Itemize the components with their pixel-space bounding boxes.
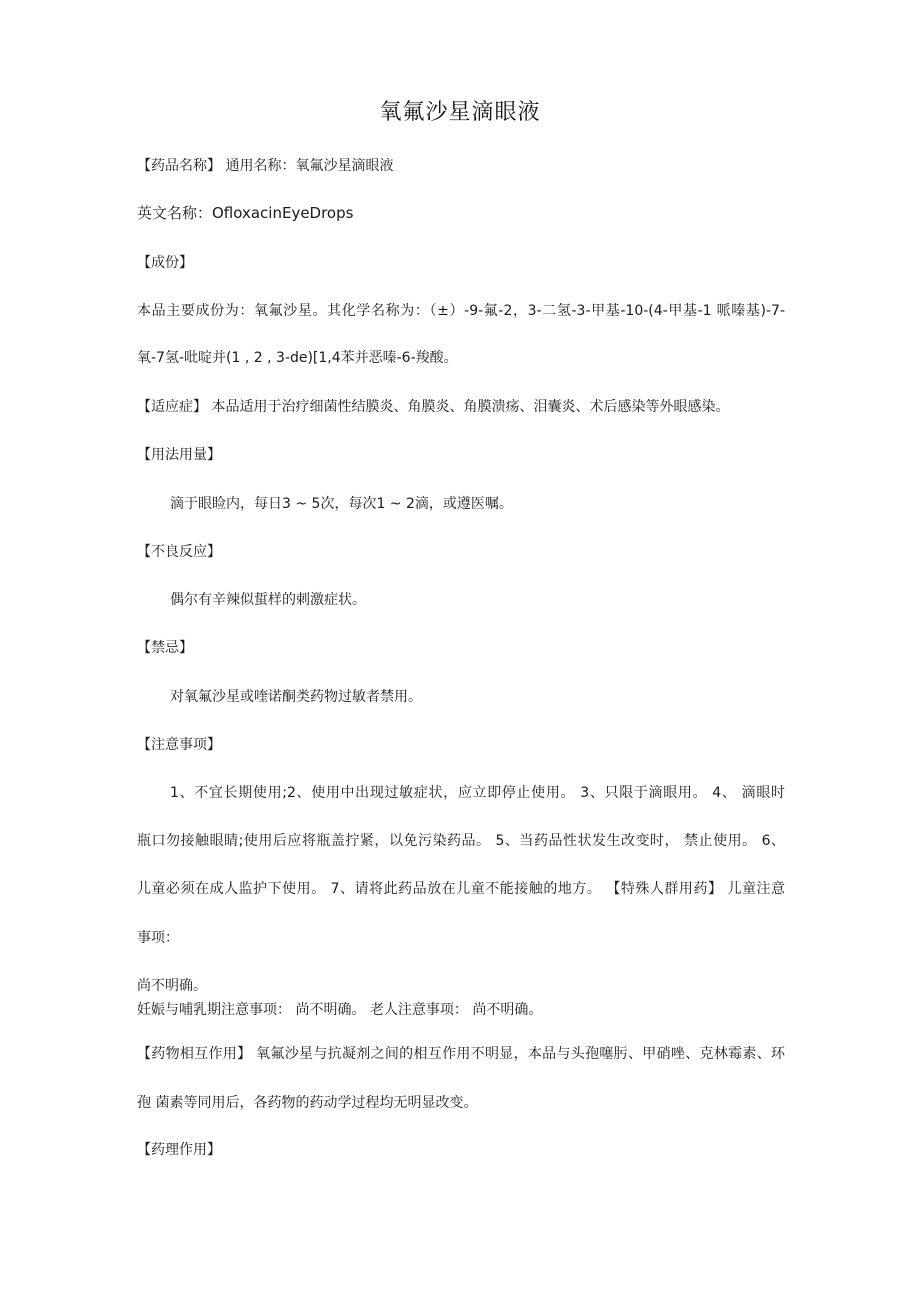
precautions-line-4: 事项： bbox=[137, 930, 179, 946]
interactions-line-1: 【药物相互作用】 氧氟沙星与抗凝剂之间的相互作用不明显，本品与头孢噻肟、甲硝唑、克林霉素、环 bbox=[137, 1046, 785, 1062]
ingredients-line-1: 本品主要成份为：氧氟沙星。其化学名称为：（±）-9-氟-2，3-二氢-3-甲基-10-(4-甲基-1 哌嗪基)-7- bbox=[137, 303, 785, 319]
adverse-reactions-text: 偶尔有辛辣似蜇样的刺激症状。 bbox=[170, 592, 366, 608]
indications-paragraph: 【适应症】 本品适用于治疗细菌性结膜炎、角膜炎、角膜溃疡、泪囊炎、术后感染等外眼感染。 bbox=[137, 399, 730, 415]
interactions-line-2: 孢 菌素等同用后，各药物的药动学过程均无明显改变。 bbox=[137, 1095, 478, 1111]
ingredients-heading: 【成份】 bbox=[137, 255, 193, 271]
contraindications-heading: 【禁忌】 bbox=[137, 640, 193, 656]
precautions-heading: 【注意事项】 bbox=[137, 737, 221, 753]
special-populations-line-2: 妊娠与哺乳期注意事项： 尚不明确。 老人注意事项： 尚不明确。 bbox=[137, 1002, 543, 1018]
drug-name-english: 英文名称：OfloxacinEyeDrops bbox=[137, 204, 354, 222]
contraindications-text: 对氧氟沙星或喹诺酮类药物过敏者禁用。 bbox=[170, 689, 422, 705]
precautions-line-2: 瓶口勿接触眼睛;使用后应将瓶盖拧紧，以免污染药品。 5、当药品性状发生改变时， 禁止使用。 6、 bbox=[137, 833, 785, 849]
drug-name-generic: 【药品名称】 通用名称：氧氟沙星滴眼液 bbox=[137, 158, 394, 174]
special-populations-line-1: 尚不明确。 bbox=[137, 978, 207, 994]
document-title: 氧氟沙星滴眼液 bbox=[379, 100, 541, 125]
dosage-heading: 【用法用量】 bbox=[137, 447, 221, 463]
precautions-line-3: 儿童必须在成人监护下使用。 7、请将此药品放在儿童不能接触的地方。 【特殊人群用药】 儿童注意 bbox=[137, 881, 785, 897]
adverse-reactions-heading: 【不良反应】 bbox=[137, 544, 221, 560]
dosage-text: 滴于眼睑内，每日3 ~ 5次，每次1 ~ 2滴，或遵医嘱。 bbox=[170, 496, 513, 512]
pharmacology-heading: 【药理作用】 bbox=[137, 1142, 221, 1158]
ingredients-line-2: 氧-7氢-吡啶并(1 , 2 , 3-de)[1,4苯并恶嗪-6-羧酸。 bbox=[137, 350, 458, 366]
precautions-line-1: 1、不宜长期使用;2、使用中出现过敏症状，应立即停止使用。 3、只限于滴眼用。 4、 滴眼时 bbox=[170, 785, 785, 801]
